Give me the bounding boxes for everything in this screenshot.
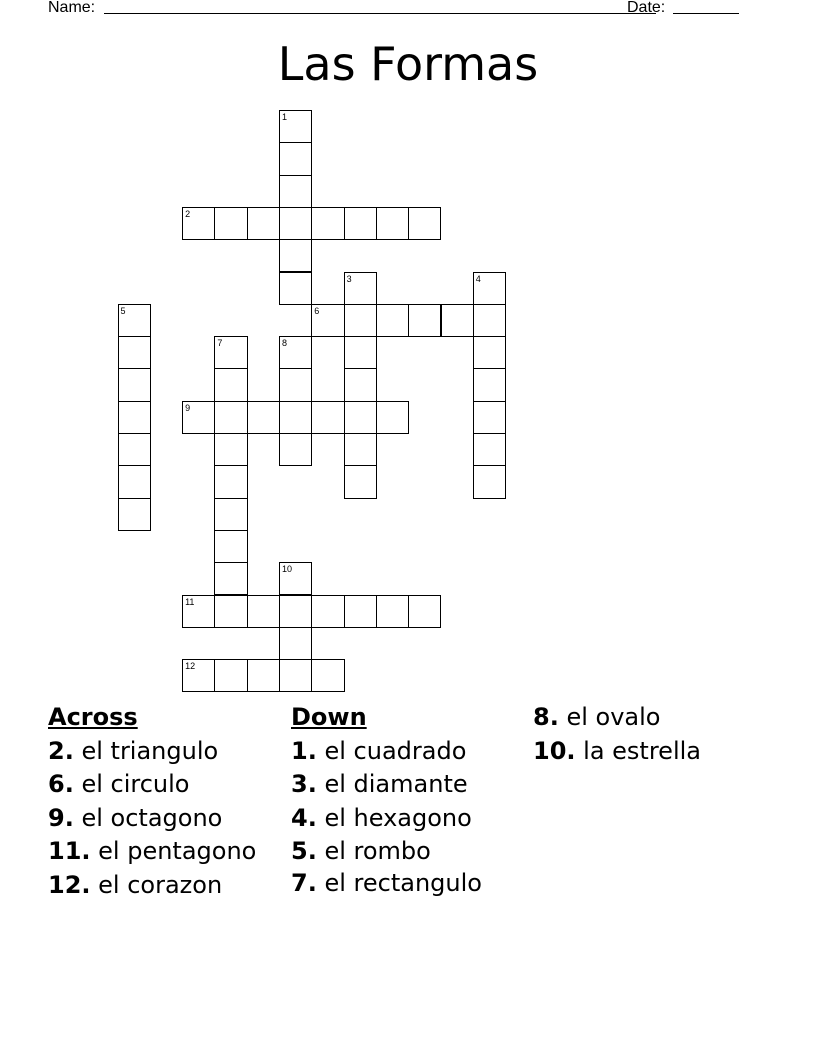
crossword-cell[interactable] bbox=[214, 336, 247, 369]
crossword-cell[interactable] bbox=[311, 207, 344, 240]
crossword-cell[interactable] bbox=[376, 207, 409, 240]
clue-number: 12. bbox=[48, 870, 91, 899]
crossword-cell[interactable] bbox=[182, 207, 215, 240]
crossword-cell[interactable] bbox=[344, 465, 377, 498]
clue-number: 6. bbox=[48, 770, 74, 798]
crossword-cell[interactable] bbox=[118, 401, 151, 434]
clue-text: el diamante bbox=[324, 770, 468, 798]
date-label: Date: bbox=[627, 0, 666, 16]
clue-text: el octagono bbox=[81, 803, 223, 832]
clue-across-2 bbox=[48, 735, 278, 769]
crossword-cell[interactable] bbox=[118, 433, 151, 466]
crossword-cell[interactable] bbox=[214, 659, 247, 692]
clue-number: 9. bbox=[48, 803, 74, 832]
clue-text: el rectangulo bbox=[324, 868, 482, 897]
crossword-cell[interactable] bbox=[182, 401, 215, 434]
down-heading: Down bbox=[291, 703, 367, 731]
clue-number: 11. bbox=[48, 837, 91, 865]
crossword-cell[interactable] bbox=[408, 207, 441, 240]
clue-text: el rombo bbox=[324, 837, 431, 865]
crossword-cell[interactable] bbox=[279, 175, 312, 208]
cell-number: 6 bbox=[314, 305, 320, 316]
crossword-cell[interactable] bbox=[118, 336, 151, 369]
crossword-cell[interactable] bbox=[279, 239, 312, 272]
crossword-cell[interactable] bbox=[247, 401, 280, 434]
crossword-cell[interactable] bbox=[182, 659, 215, 692]
crossword-cell[interactable] bbox=[279, 659, 312, 692]
crossword-cell[interactable] bbox=[311, 659, 344, 692]
crossword-cell[interactable] bbox=[118, 498, 151, 531]
crossword-cell[interactable] bbox=[214, 465, 247, 498]
clue-text: el corazon bbox=[98, 870, 223, 899]
across-column bbox=[48, 701, 278, 902]
crossword-cell[interactable] bbox=[118, 368, 151, 401]
clue-across-9 bbox=[48, 802, 278, 836]
crossword-cell[interactable] bbox=[344, 336, 377, 369]
crossword-cell[interactable] bbox=[473, 465, 506, 498]
crossword-cell[interactable] bbox=[408, 304, 441, 337]
clue-across-12 bbox=[48, 869, 278, 903]
crossword-cell[interactable] bbox=[279, 110, 312, 143]
cell-number: 10 bbox=[282, 564, 293, 575]
cell-number: 3 bbox=[346, 273, 352, 284]
down-column-continued bbox=[533, 701, 763, 768]
crossword-cell[interactable] bbox=[311, 401, 344, 434]
crossword-cell[interactable] bbox=[473, 304, 506, 337]
clue-across-6 bbox=[48, 768, 278, 802]
crossword-cell[interactable] bbox=[247, 659, 280, 692]
down-column bbox=[291, 701, 491, 897]
crossword-cell[interactable] bbox=[118, 465, 151, 498]
page-title: Las Formas bbox=[277, 37, 539, 91]
clue-number: 3. bbox=[291, 770, 317, 798]
crossword-cell[interactable] bbox=[279, 433, 312, 466]
crossword-cell[interactable] bbox=[473, 433, 506, 466]
clue-number: 7. bbox=[291, 868, 317, 897]
cell-number: 7 bbox=[217, 338, 223, 349]
crossword-cell[interactable] bbox=[344, 401, 377, 434]
name-label: Name: bbox=[48, 0, 96, 16]
cell-number: 12 bbox=[185, 661, 196, 672]
crossword-cell[interactable] bbox=[344, 207, 377, 240]
crossword-cell[interactable] bbox=[214, 530, 247, 563]
crossword-cell[interactable] bbox=[311, 304, 344, 337]
clue-down-7 bbox=[291, 869, 491, 897]
crossword-cell[interactable] bbox=[182, 595, 215, 628]
crossword-cell[interactable] bbox=[279, 627, 312, 660]
clue-number: 1. bbox=[291, 736, 317, 765]
crossword-cell[interactable] bbox=[376, 595, 409, 628]
crossword-cell[interactable] bbox=[247, 207, 280, 240]
crossword-cell[interactable] bbox=[279, 336, 312, 369]
crossword-cell[interactable] bbox=[344, 595, 377, 628]
cell-number: 11 bbox=[185, 596, 195, 607]
crossword-cell[interactable] bbox=[473, 336, 506, 369]
clue-number: 5. bbox=[291, 837, 317, 865]
clue-text: el hexagono bbox=[324, 803, 472, 832]
clue-number: 10. bbox=[533, 736, 576, 765]
crossword-cell[interactable] bbox=[376, 401, 409, 434]
crossword-cell[interactable] bbox=[279, 595, 312, 628]
clue-across-11 bbox=[48, 835, 278, 869]
crossword-cell[interactable] bbox=[344, 304, 377, 337]
crossword-cell[interactable] bbox=[311, 595, 344, 628]
crossword-cell[interactable] bbox=[279, 207, 312, 240]
crossword-cell[interactable] bbox=[214, 595, 247, 628]
crossword-cell[interactable] bbox=[279, 368, 312, 401]
crossword-cell[interactable] bbox=[279, 272, 312, 305]
clue-text: el cuadrado bbox=[324, 736, 467, 765]
crossword-cell[interactable] bbox=[344, 368, 377, 401]
clue-number: 2. bbox=[48, 736, 74, 765]
cell-number: 2 bbox=[185, 208, 191, 219]
crossword-cell[interactable] bbox=[441, 304, 474, 337]
clue-down-1 bbox=[291, 735, 491, 769]
crossword-cell[interactable] bbox=[408, 595, 441, 628]
crossword-cell[interactable] bbox=[214, 401, 247, 434]
crossword-cell[interactable] bbox=[473, 368, 506, 401]
clue-number: 4. bbox=[291, 803, 317, 832]
clue-text: el circulo bbox=[81, 770, 190, 798]
crossword-cell[interactable] bbox=[344, 433, 377, 466]
crossword-cell[interactable] bbox=[214, 207, 247, 240]
crossword-cell[interactable] bbox=[214, 498, 247, 531]
crossword-cell[interactable] bbox=[214, 562, 247, 595]
crossword-cell[interactable] bbox=[214, 433, 247, 466]
clue-down-3 bbox=[291, 768, 491, 802]
cell-number: 1 bbox=[282, 112, 288, 122]
crossword-cell[interactable] bbox=[214, 368, 247, 401]
crossword-cell[interactable] bbox=[279, 562, 312, 595]
crossword-cell[interactable] bbox=[247, 595, 280, 628]
crossword-cell[interactable] bbox=[279, 401, 312, 434]
crossword-cell[interactable] bbox=[473, 272, 506, 305]
clue-text: el pentagono bbox=[98, 837, 257, 865]
cell-number: 9 bbox=[185, 402, 191, 413]
crossword-cell[interactable] bbox=[344, 272, 377, 305]
across-heading: Across bbox=[48, 703, 138, 731]
crossword-cell[interactable] bbox=[118, 304, 151, 337]
crossword-cell[interactable] bbox=[376, 304, 409, 337]
clue-down-5 bbox=[291, 835, 491, 869]
clue-text: el triangulo bbox=[81, 736, 219, 765]
clue-text: la estrella bbox=[583, 736, 701, 765]
clue-down-4 bbox=[291, 802, 491, 836]
cell-number: 8 bbox=[282, 338, 288, 349]
crossword-cell[interactable] bbox=[473, 401, 506, 434]
cell-number: 5 bbox=[120, 305, 126, 316]
clue-number: 8. bbox=[533, 703, 559, 731]
clue-text: el ovalo bbox=[566, 703, 661, 731]
crossword-cell[interactable] bbox=[279, 142, 312, 175]
clue-down-8 bbox=[533, 701, 763, 735]
cell-number: 4 bbox=[475, 273, 481, 284]
clue-down-10 bbox=[533, 735, 763, 769]
